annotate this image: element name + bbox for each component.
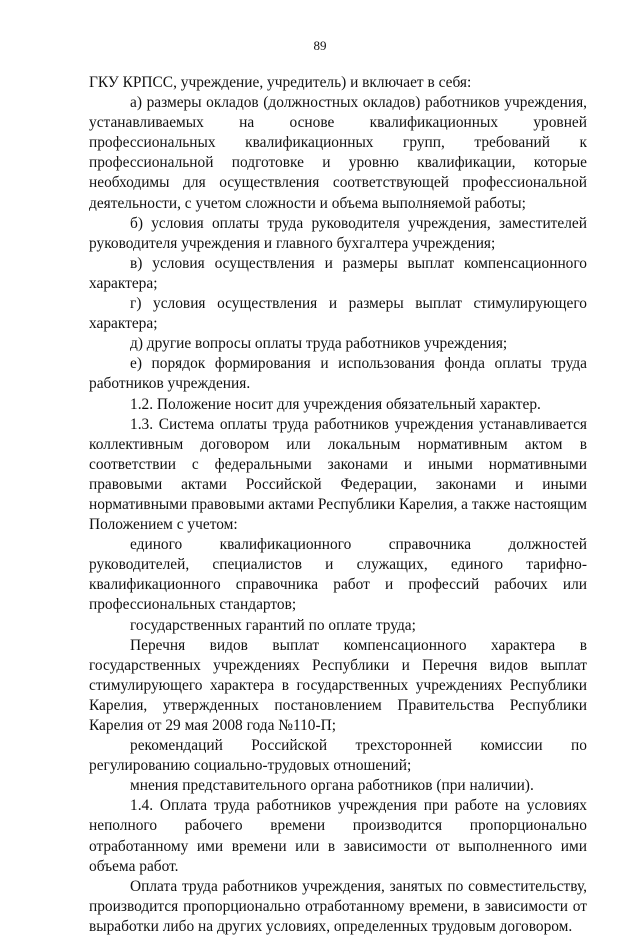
paragraph-item-e: е) порядок формирования и использования фонда оплаты труда работников учреждения.	[89, 355, 587, 393]
paragraph-clause-1-4: 1.4. Оплата труда работников учреждения при работе на условиях неполного рабочего времени производится пропорционально отработанному ими времени или в зависимости от выполненного ими объема работ.	[89, 797, 587, 875]
paragraph-part-time-pay: Оплата труда работников учреждения, занятых по совместительству, производится пропорционально отработанному времени, в зависимости от выработки либо на других условиях, определенных трудовым договором.	[89, 877, 587, 935]
paragraph-basis-payment-lists: Перечня видов выплат компенсационного характера в государственных учреждениях Республики и Перечня видов выплат стимулирующего характера в государственных учреждениях Республики Карелия, утвержденных постановлением Правительства Республики Карелия от 29 мая 2008 года №110-П;	[89, 636, 587, 734]
paragraph-basis-guarantees: государственных гарантий по оплате труда;	[130, 616, 416, 634]
page-number: 89	[313, 38, 327, 53]
paragraph-intro: ГКУ КРПСС, учреждение, учредитель) и включает в себя:	[89, 74, 472, 91]
paragraph-basis-reference-book: единого квалификационного справочника должностей руководителей, специалистов и служащих, единого тарифно-квалификационного справочника работ и профессий рабочих или профессиональных стандартов;	[89, 536, 587, 614]
paragraph-item-d: д) другие вопросы оплаты труда работников учреждения;	[130, 335, 508, 353]
paragraph-item-v: в) условия осуществления и размеры выплат компенсационного характера;	[89, 254, 587, 292]
paragraph-clause-1-2: 1.2. Положение носит для учреждения обязательный характер.	[130, 395, 541, 413]
paragraph-basis-commission: рекомендаций Российской трехсторонней комиссии по регулированию социально-трудовых отношений;	[89, 737, 587, 775]
paragraph-item-b: б) условия оплаты труда руководителя учреждения, заместителей руководителя учреждения и главного бухгалтера учреждения;	[89, 214, 587, 252]
paragraph-item-g: г) условия осуществления и размеры выплат стимулирующего характера;	[89, 295, 587, 333]
document-body	[89, 73, 587, 937]
paragraph-clause-1-3: 1.3. Система оплаты труда работников учреждения устанавливается коллективным договором или локальным нормативным актом в соответствии с федеральными законами и иными нормативными правовыми актами Российской Федерации, законами и иными нормативными правовыми актами Республики Карелия, а также настоящим Положением с учетом:	[89, 415, 587, 534]
paragraph-basis-representative-body: мнения представительного органа работников (при наличии).	[130, 777, 534, 795]
paragraph-item-a: а) размеры окладов (должностных окладов) работников учреждения, устанавливаемых на основе квалификационных уровней профессиональных квалификационных групп, требований к профессиональной подготовке и уровню квалификации, которые необходимы для осуществления соответствующей профессиональной деятельности, с учетом сложности и объема выполняемой работы;	[89, 94, 587, 212]
